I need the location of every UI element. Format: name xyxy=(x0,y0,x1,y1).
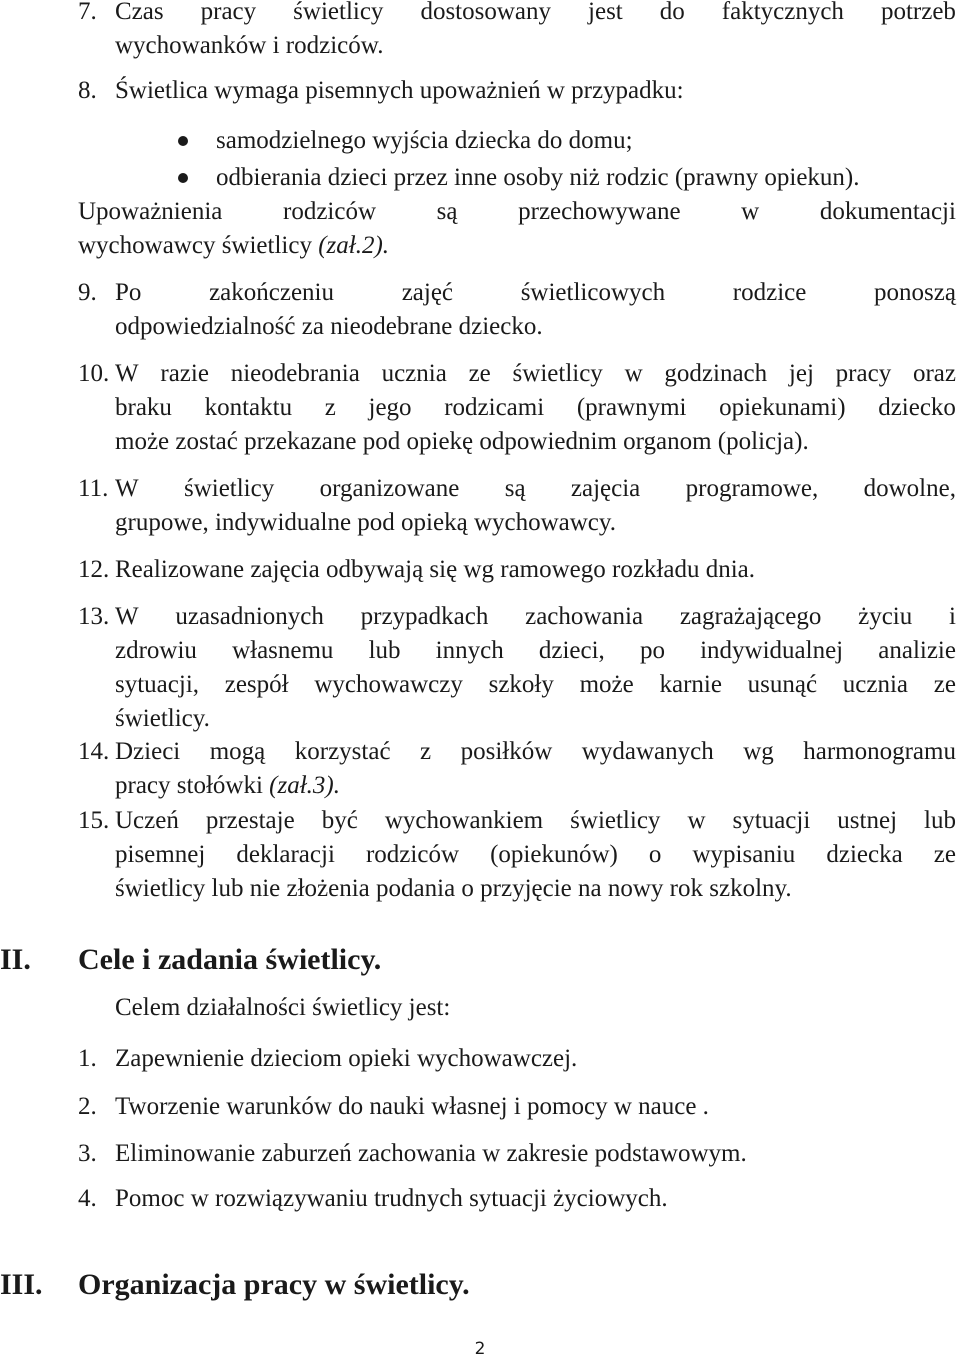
word: własnemu xyxy=(232,637,334,664)
word: jest xyxy=(588,0,623,25)
word: rodziców xyxy=(283,198,377,225)
goal-number: 3. xyxy=(78,1140,97,1167)
word: posiłków xyxy=(460,738,553,765)
word: wychowankiem xyxy=(384,807,544,834)
item-7-line-1 xyxy=(115,0,956,29)
word: zagrażającego xyxy=(679,603,822,630)
word: indywidualnej xyxy=(700,637,844,664)
word: usunąć xyxy=(747,671,818,698)
item-number: 10. xyxy=(78,360,110,387)
word: ze xyxy=(468,360,491,387)
word: wypisaniu xyxy=(692,841,796,868)
word: jego xyxy=(368,394,412,421)
word: analizie xyxy=(878,637,956,664)
word: przypadkach xyxy=(360,603,489,630)
item-14-reference: (zał.3). xyxy=(269,772,340,799)
item-9-line-2: odpowiedzialność za nieodebrane dziecko. xyxy=(115,313,543,340)
item-number: 13. xyxy=(78,603,110,630)
word: być xyxy=(321,807,358,834)
word: Dzieci xyxy=(115,738,181,765)
word: dostosowany xyxy=(420,0,552,25)
word: ze xyxy=(933,671,956,698)
word: w xyxy=(624,360,643,387)
word: z xyxy=(324,394,336,421)
item-number: 9. xyxy=(78,279,97,306)
word: kontaktu xyxy=(204,394,293,421)
item-8-note-line-1 xyxy=(78,195,956,229)
item-12-line-1: Realizowane zajęcia odbywają się wg ramowego rozkładu dnia. xyxy=(115,556,756,583)
word: wydawanych xyxy=(581,738,714,765)
word: nieodebrania xyxy=(230,360,360,387)
word: W xyxy=(115,475,139,502)
word: świetlicowych xyxy=(520,279,666,306)
note-text: wychowawcy świetlicy xyxy=(78,232,319,259)
bullet-text: samodzielnego wyjścia dziecka do domu; xyxy=(216,127,633,154)
section-2-roman-numeral: II. xyxy=(0,943,31,976)
item-13-line-2 xyxy=(115,634,956,668)
item-10-line-3: może zostać przekazane pod opiekę odpowiednim organom (policja). xyxy=(115,428,809,455)
item-number: 8. xyxy=(78,77,97,104)
word: i xyxy=(948,603,956,630)
word: świetlicy xyxy=(183,475,275,502)
word: godzinach xyxy=(664,360,768,387)
word: korzystać xyxy=(294,738,391,765)
goal-number: 1. xyxy=(78,1045,97,1072)
word: wg xyxy=(743,738,774,765)
word: z xyxy=(420,738,432,765)
word: (prawnymi xyxy=(576,394,687,421)
word: ucznia xyxy=(842,671,909,698)
word: ze xyxy=(933,841,956,868)
word: W xyxy=(115,603,139,630)
word: lub xyxy=(368,637,401,664)
item-13-line-1 xyxy=(115,600,956,634)
word: pisemnej xyxy=(115,841,206,868)
word: ucznia xyxy=(381,360,447,387)
page-number: 2 xyxy=(474,1339,486,1359)
item-8-line-1: Świetlica wymaga pisemnych upoważnień w przypadku: xyxy=(115,77,684,104)
item-number: 12. xyxy=(78,556,110,583)
item-15-line-2 xyxy=(115,838,956,872)
item-14-line-2 xyxy=(115,769,956,803)
word: oraz xyxy=(912,360,956,387)
word: może xyxy=(579,671,634,698)
section-3-roman-numeral: III. xyxy=(0,1268,43,1301)
word: harmonogramu xyxy=(803,738,956,765)
goal-text: Tworzenie warunków do nauki własnej i pomocy w nauce . xyxy=(115,1093,709,1120)
word: życiu xyxy=(858,603,913,630)
word: W xyxy=(115,360,139,387)
word: dziecka xyxy=(826,841,903,868)
item-11-line-2: grupowe, indywidualne pod opieką wychowawcy. xyxy=(115,509,617,536)
section-3-title: Organizacja pracy w świetlicy. xyxy=(78,1268,470,1301)
word: są xyxy=(436,198,458,225)
word: (opiekunów) xyxy=(490,841,618,868)
word: świetlicy xyxy=(293,0,384,25)
word: lub xyxy=(924,807,956,834)
item-13-line-4: świetlicy. xyxy=(115,705,210,732)
word: deklaracji xyxy=(236,841,335,868)
section-2-intro: Celem działalności świetlicy jest: xyxy=(115,994,451,1021)
word: braku xyxy=(115,394,172,421)
word: w xyxy=(741,198,760,225)
word: przestaje xyxy=(205,807,295,834)
word: zdrowiu xyxy=(115,637,197,664)
word: programowe, xyxy=(685,475,819,502)
word: przechowywane xyxy=(518,198,681,225)
word: mogą xyxy=(209,738,266,765)
bullet-dot xyxy=(178,173,188,183)
word: są xyxy=(504,475,526,502)
word: uzasadnionych xyxy=(175,603,324,630)
word: ustnej xyxy=(837,807,898,834)
word: rodziców xyxy=(365,841,460,868)
goal-number: 2. xyxy=(78,1093,97,1120)
word: pracy xyxy=(835,360,892,387)
word: opiekunami) xyxy=(719,394,846,421)
goal-text: Zapewnienie dzieciom opieki wychowawczej. xyxy=(115,1045,578,1072)
item-10-line-1 xyxy=(115,357,956,391)
word: potrzeb xyxy=(880,0,956,25)
item-15-line-3: świetlicy lub nie złożenia podania o przyjęcie na nowy rok szkolny. xyxy=(115,875,792,902)
word: zajęcia xyxy=(570,475,641,502)
word: karnie xyxy=(659,671,722,698)
word: razie xyxy=(160,360,209,387)
word: do xyxy=(659,0,685,25)
word: szkoły xyxy=(488,671,554,698)
item-15-line-1 xyxy=(115,804,956,838)
item-11-line-1 xyxy=(115,472,956,506)
word: sytuacji, xyxy=(115,671,200,698)
word: dokumentacji xyxy=(819,198,956,225)
word: rodzice xyxy=(732,279,807,306)
word: ponoszą xyxy=(874,279,956,306)
item-number: 11. xyxy=(78,475,109,502)
word: jej xyxy=(788,360,814,387)
item-number: 15. xyxy=(78,807,110,834)
goal-text: Eliminowanie zaburzeń zachowania w zakresie podstawowym. xyxy=(115,1140,747,1167)
word: Uczeń xyxy=(115,807,179,834)
word: Po xyxy=(115,279,142,306)
section-2-title: Cele i zadania świetlicy. xyxy=(78,943,382,976)
word: faktycznych xyxy=(721,0,844,25)
item-7-line-2: wychowanków i rodziców. xyxy=(115,32,384,59)
word: organizowane xyxy=(319,475,460,502)
word: dowolne, xyxy=(863,475,956,502)
word: zakończeniu xyxy=(209,279,335,306)
goal-text: Pomoc w rozwiązywaniu trudnych sytuacji życiowych. xyxy=(115,1185,668,1212)
item-8-note-line-2 xyxy=(78,229,389,263)
word: sytuacji xyxy=(732,807,811,834)
item-14-line-1 xyxy=(115,735,956,769)
item-9-line-1 xyxy=(115,276,956,310)
word: zespół xyxy=(224,671,289,698)
word: innych xyxy=(435,637,504,664)
word: rodzicami xyxy=(444,394,545,421)
word: dzieci, xyxy=(538,637,605,664)
word: Upoważnienia xyxy=(78,198,223,225)
item-14-text: pracy stołówki xyxy=(115,772,270,799)
word: świetlicy xyxy=(512,360,603,387)
item-10-line-2 xyxy=(115,391,956,425)
word: zachowania xyxy=(525,603,644,630)
word: świetlicy xyxy=(570,807,661,834)
word: w xyxy=(687,807,706,834)
word: dziecko xyxy=(878,394,956,421)
bullet-dot xyxy=(178,136,188,146)
word: wychowawczy xyxy=(314,671,463,698)
note-reference: (zał.2). xyxy=(318,232,390,259)
word: zajęć xyxy=(401,279,454,306)
word: po xyxy=(639,637,665,664)
item-number: 7. xyxy=(78,0,97,25)
item-number: 14. xyxy=(78,738,110,765)
bullet-text: odbierania dzieci przez inne osoby niż rodzic (prawny opiekun). xyxy=(216,164,860,191)
goal-number: 4. xyxy=(78,1185,97,1212)
item-13-line-3 xyxy=(115,668,956,702)
word: pracy xyxy=(200,0,257,25)
word: Czas xyxy=(115,0,164,25)
word: o xyxy=(648,841,662,868)
